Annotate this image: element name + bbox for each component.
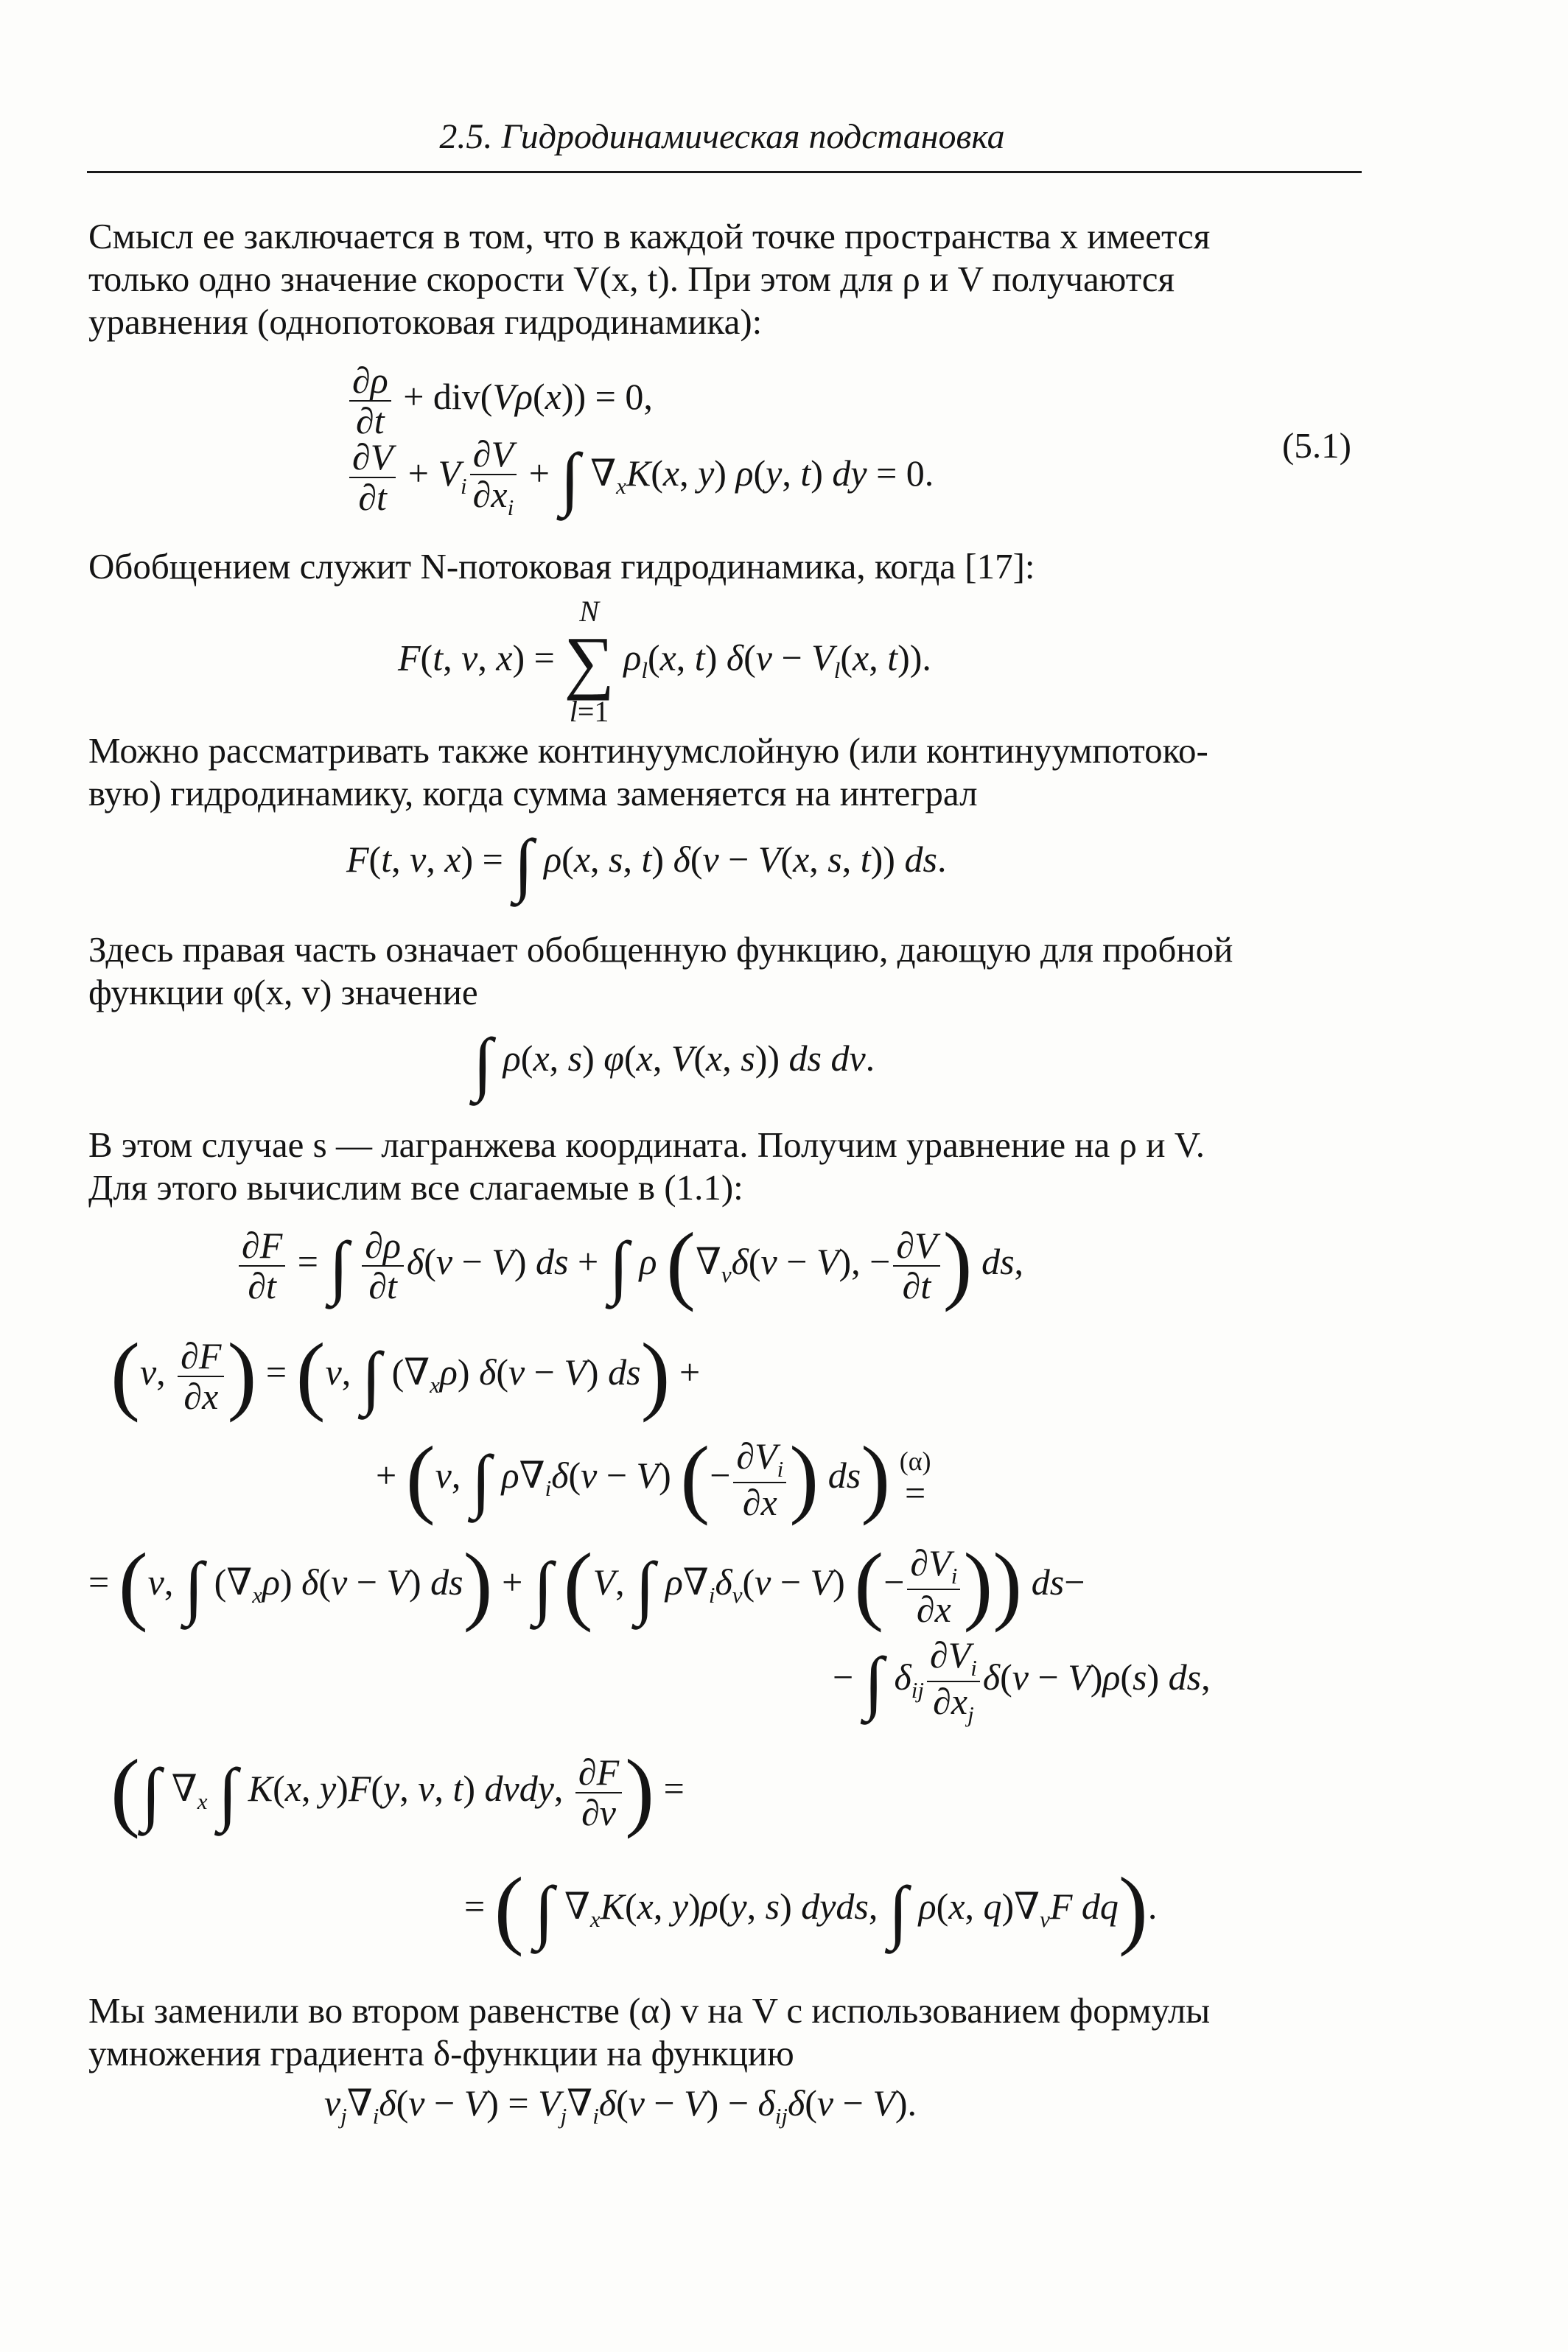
alpha-mark: (α) — [899, 1446, 931, 1476]
equation-v-dF-dx: (v, $\frac{\partial F}{\partial x}$ ) = (v, ∫ $(\nabla_x\rho) \delta(v - V) ds$) + — [111, 1325, 701, 1423]
text-line: Можно рассматривать также континуумслойную (или континуумпотоко- — [88, 730, 1208, 771]
text-line: Обобщением служит N-потоковая гидродинамика, когда [17]: — [88, 546, 1035, 587]
equation-number: (5.1) — [1282, 425, 1351, 466]
equation-test-function: ∫ ρ(x, s) φ(x, V(x, s)) ds dv. — [473, 1023, 875, 1102]
paragraph-continuum — [88, 729, 1357, 815]
equation-delta-gradient: $v_j\nabla_i\delta(v - V) = V_j\nabla_i\delta(v - V) - \delta_{ij}\delta(v - V)$. — [324, 2082, 917, 2129]
text-line: Смысл ее заключается в том, что в каждой точке пространства x имеется — [88, 216, 1211, 256]
equation-n-stream: F(t, v, x) = N ∑ l=1 $\rho_l(x$, t) $\delta(v - V_l(x$, t)). — [398, 595, 931, 728]
paragraph-intro — [88, 215, 1357, 343]
equation-v-dF-dx-cont: + (v, ∫ $\rho\nabla_i\delta(v - V)$ (− $\frac{\partial V_i}{\partial x}$ ) ds) (α) = — [376, 1428, 931, 1526]
equation-dF-dt: $\frac{\partial F}{\partial t}$ = ∫ $\frac{\partial\rho}{\partial t}$ δ(v − V) ds + ∫ ρ ($\nabla_v\delta(v - V)$, − $\frac{\partial V}{\partial t}$ ) ds, — [236, 1219, 1023, 1308]
equation-continuum: F(t, v, x) = ∫ ρ(x, s, t) δ(v − V(x, s, t)) ds. — [346, 825, 947, 903]
equation-continuity: $\frac{\partial\rho}{\partial t}$ + div(Vρ(x)) = 0, — [346, 361, 653, 440]
text-line: вую) гидродинамику, когда сумма заменяется на интеграл — [88, 773, 978, 813]
equation-momentum: $\frac{\partial V}{\partial t}$ + $V_i$ $\frac{\partial V}{\partial x_i}$ + ∫ $\nabla_xK(x$, y) ρ(y, t) dy = 0. — [346, 435, 934, 519]
text-line: Для этого вычислим все слагаемые в (1.1): — [88, 1167, 743, 1208]
text-line: умножения градиента δ-функции на функцию — [88, 2033, 794, 2073]
paragraph-replacement — [88, 1989, 1357, 2075]
text-line: только одно значение скорости V(x, t). При этом для ρ и V получаются — [88, 259, 1175, 299]
text-line: уравнения (однопотоковая гидродинамика): — [88, 301, 763, 342]
paragraph-generalized-function — [88, 928, 1357, 1014]
equation-alpha-result-cont: − ∫ $\delta_{ij}$ $\frac{\partial V_i}{\partial x_j}$ δ(v − V)ρ(s) ds, — [833, 1634, 1211, 1727]
running-header: 2.5. Гидродинамическая подстановка — [439, 117, 1005, 156]
header-rule — [87, 171, 1362, 173]
paragraph-lagrange — [88, 1124, 1357, 1209]
text-line: функции φ(x, v) значение — [88, 972, 478, 1012]
text-line: Здесь правая часть означает обобщенную функцию, дающую для пробной — [88, 929, 1233, 970]
paragraph-n-stream — [88, 545, 1357, 588]
text-line: Мы заменили во втором равенстве (α) v на V с использованием формулы — [88, 1990, 1211, 2031]
equation-force-term-result: = ( ∫ $\nabla_xK(x$, y)ρ(y, s) dyds, ∫ ρ(x, $q)\nabla_vF$ dq). — [464, 1859, 1158, 1957]
text-line: В этом случае s — лагранжева координата. Получим уравнение на ρ и V. — [88, 1124, 1205, 1165]
equation-force-term: (∫ $\nabla_x$ ∫ K(x, y)F(y, v, t) dvdy, $\frac{\partial F}{\partial v}$ ) = — [111, 1741, 685, 1839]
equation-alpha-result: = (v, ∫ $(\nabla_x\rho) \delta(v - V) ds$) + ∫ (V, ∫ $\rho\nabla_i\delta_v(v - V)$ (− $\frac{\partial V_i}{\partial x}$ )) ds− — [88, 1535, 1085, 1633]
